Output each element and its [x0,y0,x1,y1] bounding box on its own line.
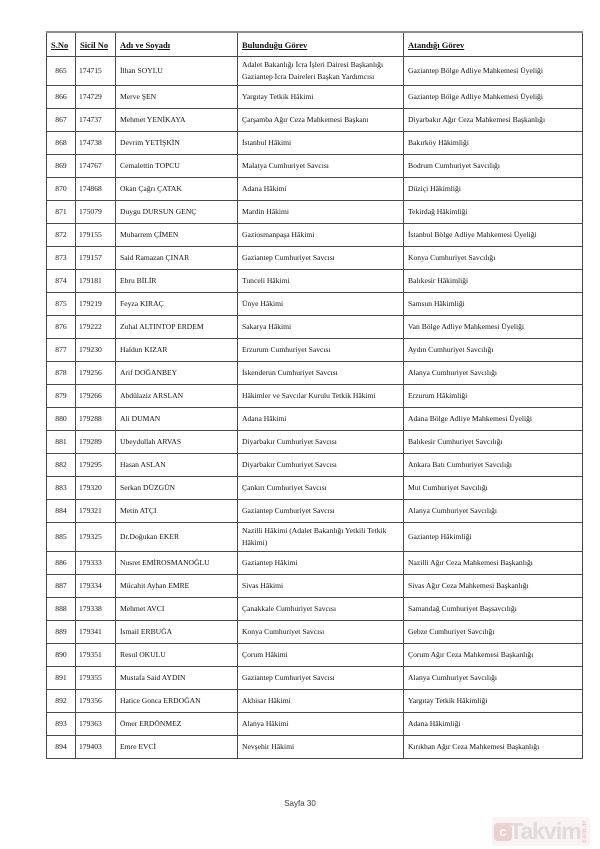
cell-current-duty: Adana Hâkimi [238,178,404,201]
cell-assigned-duty: Gaziantep Hâkimliği [404,523,583,552]
table-row [47,57,583,86]
cell-assigned-duty: Mut Cumhuriyet Savcılığı [404,477,583,500]
cell-sicil-no: 179295 [76,454,116,477]
table-row [47,86,583,109]
cell-sno: 869 [47,155,76,178]
cell-current-duty: Nazilli Hâkimi (Adalet Bakanlığı Yetkili Tetkik Hâkimi) [238,523,404,552]
cell-name: Duygu DURSUN GENÇ [116,201,238,224]
cell-assigned-duty: Adana Bölge Adliye Mahkemesi Üyeliği [404,408,583,431]
cell-name: Mustafa Said AYDIN [116,667,238,690]
cell-current-duty: Çarşamba Ağır Ceza Mahkemesi Başkanı [238,109,404,132]
cell-name: Mehmet AVCI [116,598,238,621]
cell-sicil-no: 179288 [76,408,116,431]
cell-current-duty: Gaziosmanpaşa Hâkimi [238,224,404,247]
cell-sicil-no: 179355 [76,667,116,690]
cell-sno: 886 [47,552,76,575]
cell-current-duty: Sivas Hâkimi [238,575,404,598]
table-row [47,523,583,552]
column-header-0: S.No [47,32,76,57]
cell-name: Resul OKULU [116,644,238,667]
cell-sicil-no: 179334 [76,575,116,598]
cell-current-duty: Çankırı Cumhuriyet Savcısı [238,477,404,500]
table-row [47,339,583,362]
cell-name: Okan Çağrı ÇATAK [116,178,238,201]
watermark-brand-text: Takvim [509,818,581,844]
cell-current-duty: Sakarya Hâkimi [238,316,404,339]
table-row [47,155,583,178]
cell-current-duty: İskenderun Cumhuriyet Savcısı [238,362,404,385]
table-row [47,109,583,132]
cell-current-duty: Mardin Hâkimi [238,201,404,224]
cell-current-duty: Gaziantep Hâkimi [238,552,404,575]
cell-current-duty: Gaziantep Cumhuriyet Savcısı [238,247,404,270]
cell-sicil-no: 179356 [76,690,116,713]
cell-sno: 867 [47,109,76,132]
cell-name: Cemalettin TOPCU [116,155,238,178]
cell-sno: 882 [47,454,76,477]
cell-sno: 878 [47,362,76,385]
cell-sicil-no: 179266 [76,385,116,408]
cell-sicil-no: 179320 [76,477,116,500]
cell-current-duty: Alanya Hâkimi [238,713,404,736]
cell-sicil-no: 179181 [76,270,116,293]
cell-name: İsmail ERBUĞA [116,621,238,644]
cell-name: Zuhal ALTINTOP ERDEM [116,316,238,339]
table-row [47,454,583,477]
cell-assigned-duty: Alanya Cumhuriyet Savcılığı [404,667,583,690]
cell-current-duty: Diyarbakır Cumhuriyet Savcısı [238,431,404,454]
cell-assigned-duty: Samsun Hâkimliği [404,293,583,316]
column-header-3: Bulunduğu Görev [238,32,404,57]
cell-sno: 881 [47,431,76,454]
table-row [47,431,583,454]
cell-sicil-no: 179333 [76,552,116,575]
cell-assigned-duty: Tekirdağ Hâkimliği [404,201,583,224]
cell-assigned-duty: Kırıkhan Ağır Ceza Mahkemesi Başkanlığı [404,736,583,759]
cell-sicil-no: 174715 [76,57,116,86]
table-row [47,500,583,523]
table-row [47,201,583,224]
table-row [47,385,583,408]
cell-sno: 885 [47,523,76,552]
cell-current-duty: Çorum Hâkimi [238,644,404,667]
takvim-watermark [492,817,590,846]
cell-sicil-no: 179341 [76,621,116,644]
cell-sno: 880 [47,408,76,431]
cell-name: Dr.Doğukan EKER [116,523,238,552]
cell-current-duty: Yargıtay Tetkik Hâkimi [238,86,404,109]
cell-current-duty: Ünye Hâkimi [238,293,404,316]
cell-current-duty: Gaziantep Cumhuriyet Savcısı [238,667,404,690]
cell-sicil-no: 179289 [76,431,116,454]
cell-assigned-duty: Düziçi Hâkimliği [404,178,583,201]
column-header-4: Atandığı Görev [404,32,583,57]
cell-sicil-no: 179222 [76,316,116,339]
table-row [47,247,583,270]
table-row [47,362,583,385]
cell-sicil-no: 179157 [76,247,116,270]
cell-name: Hasan ASLAN [116,454,238,477]
cell-sicil-no: 179363 [76,713,116,736]
cell-sno: 890 [47,644,76,667]
table-row [47,690,583,713]
cell-assigned-duty: Bodrum Cumhuriyet Savcılığı [404,155,583,178]
cell-sno: 879 [47,385,76,408]
cell-name: Abdülaziz ARSLAN [116,385,238,408]
cell-assigned-duty: Konya Cumhuriyet Savcılığı [404,247,583,270]
cell-sicil-no: 174737 [76,109,116,132]
cell-assigned-duty: Gebze Cumhuriyet Savcılığı [404,621,583,644]
cell-assigned-duty: Nazilli Ağır Ceza Mahkemesi Başkanlığı [404,552,583,575]
cell-name: Ebru BİLİR [116,270,238,293]
cell-sicil-no: 179155 [76,224,116,247]
cell-sicil-no: 179256 [76,362,116,385]
table-row [47,224,583,247]
cell-sno: 877 [47,339,76,362]
table-row [47,621,583,644]
cell-name: Mücahit Ayhan EMRE [116,575,238,598]
cell-name: Feyza KIRAÇ [116,293,238,316]
judicial-appointments-table [46,31,583,759]
column-header-2: Adı ve Soyadı [116,32,238,57]
cell-name: Haldun KIZAR [116,339,238,362]
table-row [47,736,583,759]
table-row [47,270,583,293]
cell-assigned-duty: Yargıtay Tetkik Hâkimliği [404,690,583,713]
cell-sicil-no: 179351 [76,644,116,667]
table-row [47,178,583,201]
cell-name: Devrim YETİŞKİN [116,132,238,155]
cell-assigned-duty: Aydın Cumhuriyet Savcılığı [404,339,583,362]
cell-name: Arif DOĞANBEY [116,362,238,385]
table-row [47,408,583,431]
table-row [47,644,583,667]
cell-name: Nusret EMİROSMANOĞLU [116,552,238,575]
cell-assigned-duty: İstanbul Bölge Adliye Mahkemesi Üyeliği [404,224,583,247]
cell-current-duty: Konya Cumhuriyet Savcısı [238,621,404,644]
cell-current-duty: Adana Hâkimi [238,408,404,431]
cell-sicil-no: 179321 [76,500,116,523]
table-head [47,32,583,57]
cell-sicil-no: 179219 [76,293,116,316]
cell-name: Muharrem ÇİMEN [116,224,238,247]
cell-name: Metin ATÇI [116,500,238,523]
cell-name: Said Ramazan ÇINAR [116,247,238,270]
cell-sno: 876 [47,316,76,339]
cell-current-duty: Hâkimler ve Savcılar Kurulu Tetkik Hâkimi [238,385,404,408]
takvim-crescent-icon: c [494,823,512,841]
cell-current-duty: Malatya Cumhuriyet Savcısı [238,155,404,178]
cell-assigned-duty: Ankara Batı Cumhuriyet Savcılığı [404,454,583,477]
cell-sno: 889 [47,621,76,644]
table-row [47,598,583,621]
watermark-domain-text: com.tr [580,820,588,843]
cell-sno: 883 [47,477,76,500]
cell-assigned-duty: Alanya Cumhuriyet Savcılığı [404,362,583,385]
header-row [47,32,583,57]
cell-name: Serkan DÜZGÜN [116,477,238,500]
cell-assigned-duty: Çorum Ağır Ceza Mahkemesi Başkanlığı [404,644,583,667]
cell-assigned-duty: Samandağ Cumhuriyet Başsavcılığı [404,598,583,621]
cell-sicil-no: 174738 [76,132,116,155]
cell-sicil-no: 174729 [76,86,116,109]
cell-sno: 865 [47,57,76,86]
cell-assigned-duty: Adana Hâkimliği [404,713,583,736]
table-row [47,293,583,316]
cell-name: Ali DUMAN [116,408,238,431]
cell-sicil-no: 179230 [76,339,116,362]
cell-name: Mehmet YENİKAYA [116,109,238,132]
cell-current-duty: Gaziantep Cumhuriyet Savcısı [238,500,404,523]
cell-assigned-duty: Bakırköy Hâkimliği [404,132,583,155]
cell-current-duty: Tunceli Hâkimi [238,270,404,293]
table-body [47,57,583,759]
cell-sno: 866 [47,86,76,109]
cell-name: Ömer ERDÖNMEZ [116,713,238,736]
cell-current-duty: Çanakkale Cumhuriyet Savcısı [238,598,404,621]
cell-assigned-duty: Balıkesir Cumhuriyet Savcılığı [404,431,583,454]
page-number: Sayfa 30 [284,799,316,808]
cell-assigned-duty: Alanya Cumhuriyet Savcılığı [404,500,583,523]
cell-sno: 892 [47,690,76,713]
cell-sno: 891 [47,667,76,690]
cell-assigned-duty: Diyarbakır Ağır Ceza Mahkemesi Başkanlığı [404,109,583,132]
table-row [47,713,583,736]
table-row [47,575,583,598]
cell-sicil-no: 174767 [76,155,116,178]
cell-sno: 871 [47,201,76,224]
cell-assigned-duty: Gaziantep Bölge Adliye Mahkemesi Üyeliği [404,86,583,109]
cell-name: İlhan SOYLU [116,57,238,86]
cell-name: Emre EVCİ [116,736,238,759]
table-row [47,132,583,155]
cell-assigned-duty: Erzurum Hâkimliği [404,385,583,408]
cell-sno: 875 [47,293,76,316]
cell-assigned-duty: Sivas Ağır Ceza Mahkemesi Başkanlığı [404,575,583,598]
cell-sno: 868 [47,132,76,155]
cell-sicil-no: 179338 [76,598,116,621]
table-row [47,667,583,690]
cell-current-duty: Adalet Bakanlığı İcra İşleri Dairesi Başkanlığı Gaziantep İcra Daireleri Başkan Yardımcısı [238,57,404,86]
cell-sno: 888 [47,598,76,621]
cell-sno: 870 [47,178,76,201]
cell-sno: 894 [47,736,76,759]
cell-current-duty: İstanbul Hâkimi [238,132,404,155]
table-row [47,477,583,500]
cell-name: Merve ŞEN [116,86,238,109]
cell-sno: 887 [47,575,76,598]
column-header-1: Sicil No [76,32,116,57]
cell-assigned-duty: Van Bölge Adliye Mahkemesi Üyeliği [404,316,583,339]
cell-name: Hatice Gonca ERDOĞAN [116,690,238,713]
table-row [47,552,583,575]
cell-current-duty: Nevşehir Hâkimi [238,736,404,759]
cell-sno: 884 [47,500,76,523]
cell-sno: 893 [47,713,76,736]
cell-current-duty: Akhisar Hâkimi [238,690,404,713]
cell-sicil-no: 175079 [76,201,116,224]
table-row [47,316,583,339]
cell-sno: 873 [47,247,76,270]
cell-name: Ubeydullah ARVAS [116,431,238,454]
cell-sicil-no: 179325 [76,523,116,552]
cell-current-duty: Erzurum Cumhuriyet Savcısı [238,339,404,362]
cell-sicil-no: 174868 [76,178,116,201]
cell-assigned-duty: Gaziantep Bölge Adliye Mahkemesi Üyeliği [404,57,583,86]
cell-sicil-no: 179403 [76,736,116,759]
cell-assigned-duty: Balıkesir Hâkimliği [404,270,583,293]
cell-sno: 874 [47,270,76,293]
cell-current-duty: Diyarbakır Cumhuriyet Savcısı [238,454,404,477]
cell-sno: 872 [47,224,76,247]
